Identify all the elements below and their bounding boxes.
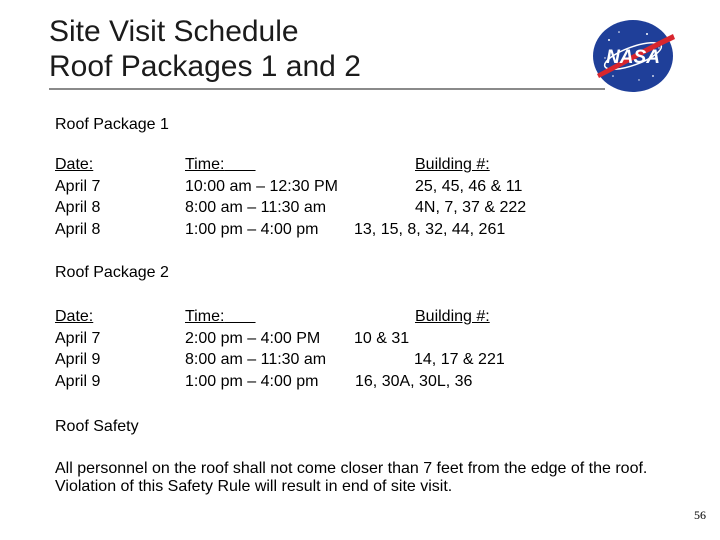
time-cell: 1:00 pm – 4:00 pm xyxy=(185,220,319,238)
title-line-1: Site Visit Schedule xyxy=(49,15,299,48)
date-header: Date: xyxy=(55,308,94,325)
time-cell: 8:00 am – 11:30 am xyxy=(185,351,327,368)
nasa-logo-icon xyxy=(589,18,677,94)
date-cell: April 9 xyxy=(55,351,101,368)
building-header: Building #: xyxy=(415,308,490,325)
time-cell: 2:00 pm – 4:00 PM xyxy=(185,329,321,347)
time-header: Time: xyxy=(185,156,225,173)
building-cell: 25, 45, 46 & 11 xyxy=(415,177,523,195)
slide-title xyxy=(49,14,361,84)
date-cell: April 8 xyxy=(55,220,101,238)
time-cell: 8:00 am – 11:30 am xyxy=(185,199,327,216)
date-header: Date: xyxy=(55,156,94,173)
title-divider xyxy=(49,88,605,90)
date-cell: April 7 xyxy=(55,329,101,347)
title-line-2: Roof Packages 1 and 2 xyxy=(49,50,361,83)
building-cell: 16, 30A, 30L, 36 xyxy=(355,372,473,390)
nasa-logo-text: NASA xyxy=(606,47,660,68)
safety-text: All personnel on the roof shall not come closer than 7 feet from the edge of the roof. Violation of this Safety Rule will result in end of site visit. xyxy=(55,460,648,495)
date-cell: April 9 xyxy=(55,372,101,390)
package2-heading: Roof Package 2 xyxy=(55,264,169,281)
package1-heading: Roof Package 1 xyxy=(55,116,169,133)
building-cell: 4N, 7, 37 & 222 xyxy=(415,199,527,216)
building-cell: 13, 15, 8, 32, 44, 261 xyxy=(354,220,506,238)
page-number: 56 xyxy=(694,508,706,522)
safety-heading: Roof Safety xyxy=(55,418,139,435)
time-cell: 1:00 pm – 4:00 pm xyxy=(185,372,319,390)
building-cell: 10 & 31 xyxy=(354,329,410,347)
building-cell: 14, 17 & 221 xyxy=(414,351,505,368)
date-cell: April 7 xyxy=(55,177,101,195)
date-cell: April 8 xyxy=(55,199,101,216)
building-header: Building #: xyxy=(415,156,490,173)
time-cell: 10:00 am – 12:30 PM xyxy=(185,177,338,195)
time-header: Time: xyxy=(185,308,225,325)
